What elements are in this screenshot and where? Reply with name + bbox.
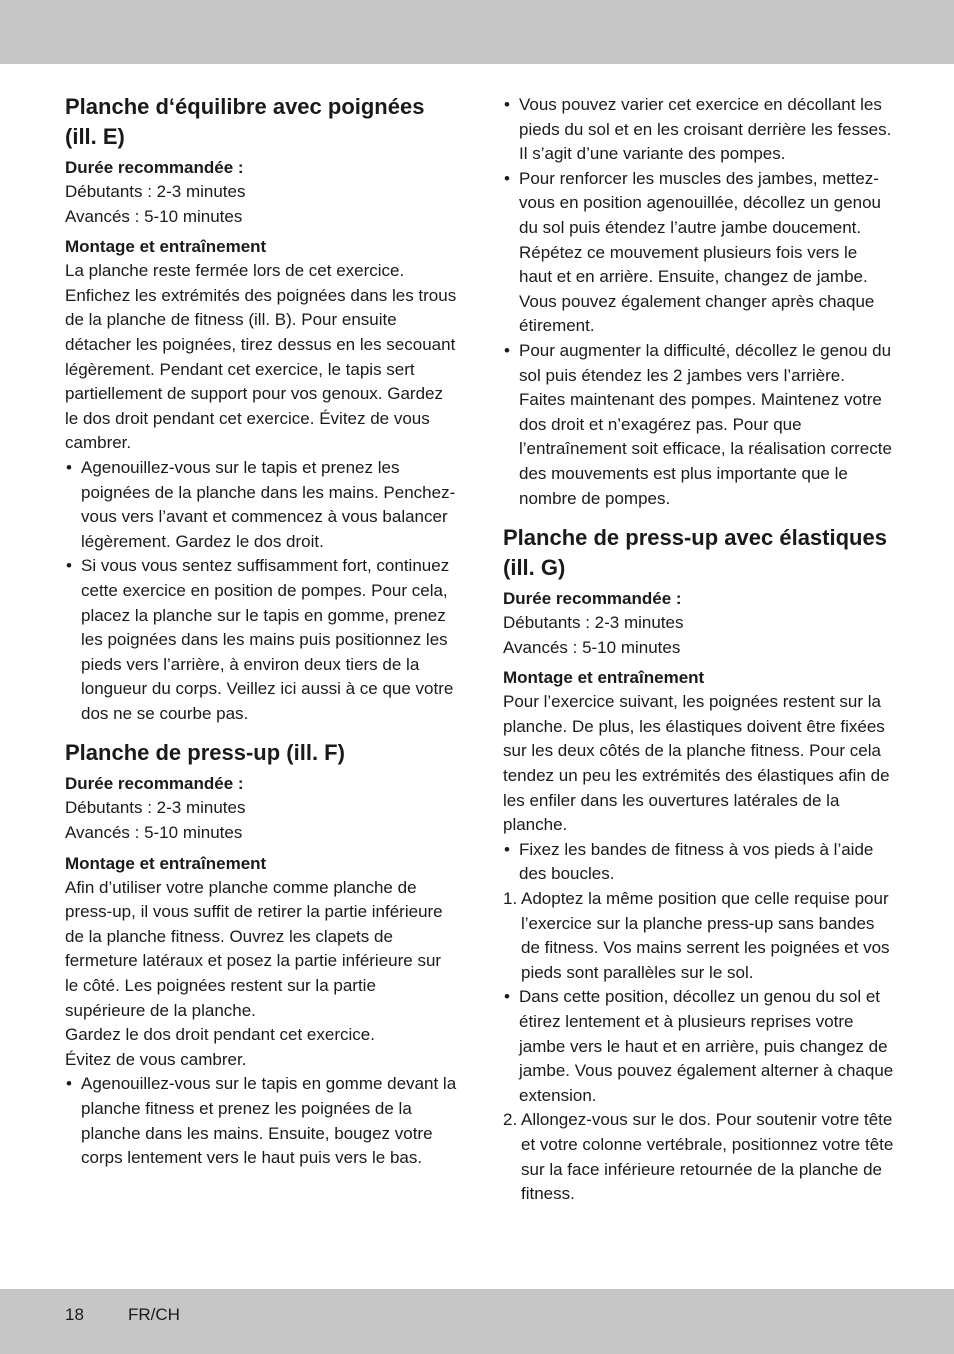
section-planche-press-up — [65, 738, 457, 1170]
assembly-label: Montage et entraînement — [65, 853, 267, 873]
assembly-note: Gardez le dos droit pendant cet exercice. — [65, 1025, 375, 1045]
assembly-text: La planche reste fermée lors de cet exercice. Enfichez les extrémités des poignées dans les trous de la planche de fitness (ill. B). Pour ensuite détacher les poignées, tirez dessus en les secouant légèrement. Pendant cet exercice, le tapis sert partiellement de support pour vos genoux. Gardez le dos droit pendant cet exercice. Évitez de vous cambrer. — [65, 261, 457, 453]
list-item: • Pour augmenter la difficulté, décollez le genou du sol puis étendez les 2 jambes vers l’arrière. Faites maintenant des pompes. Maintenez votre dos droit et n’exagérez pas. Pour que l’entraînement soit efficace, la réalisation correcte des mouvements est plus importante que le nombre de pompes. — [503, 339, 895, 511]
section-planche-elastiques — [503, 523, 895, 1207]
list-item: • Fixez les bandes de fitness à vos pieds à l’aide des boucles. — [503, 838, 895, 887]
duration-label: Durée recommandée : — [503, 589, 682, 609]
section-title: Planche d‘équilibre avec poignées (ill. E) — [65, 94, 425, 149]
instruction-list — [65, 1072, 457, 1170]
section-title: Planche de press-up (ill. F) — [65, 740, 345, 766]
right-column — [503, 93, 895, 1207]
duration-label: Durée recommandée : — [65, 774, 244, 794]
section-title: Planche de press-up avec élastiques (ill. G) — [503, 525, 887, 581]
instruction-list — [503, 838, 895, 1207]
numbered-item — [503, 887, 895, 985]
assembly-label: Montage et entraînement — [503, 668, 705, 688]
list-item: • Vous pouvez varier cet exercice en décollant les pieds du sol et en les croisant derrière les fesses. Il s’agit d’une variante des pompes. — [503, 93, 895, 167]
duration-beginners: Débutants : 2-3 minutes — [65, 798, 246, 818]
duration-advanced: Avancés : 5-10 minutes — [503, 637, 681, 657]
list-item: • Pour renforcer les muscles des jambes, mettez-vous en position agenouillée, décollez un genou du sol puis étendez l’autre jambe doucement. Répétez ce mouvement plusieurs fois vers le haut et en arrière. Ensuite, changez de jambe. Vous pouvez également changer après chaque étirement. — [503, 167, 895, 339]
duration-beginners: Débutants : 2-3 minutes — [65, 182, 246, 201]
duration-beginners: Débutants : 2-3 minutes — [503, 613, 684, 633]
list-item: • Si vous vous sentez suffisamment fort, continuez cette exercice en position de pompes. Pour cela, placez la planche sur le tapis en gomme, prenez les poignées dans les mains puis positionnez les pieds vers l’arrière, à environ deux tiers de la longueur du corps. Veillez ici aussi à ce que votre dos ne se courbe pas. — [65, 554, 457, 726]
instruction-list — [65, 456, 457, 727]
duration-label: Durée recommandée : — [65, 158, 244, 177]
item-text: Allongez-vous sur le dos. Pour soutenir votre tête et votre colonne vertébrale, positionnez votre tête sur la face inférieure retournée de la planche de fitness. — [521, 1110, 894, 1204]
item-text: Adoptez la même position que celle requise pour l’exercice sur la planche press-up sans bandes de fitness. Vos mains serrent les poignées et vos pieds sont parallèles sur le sol. — [521, 889, 890, 982]
assembly-note: Évitez de vous cambrer. — [65, 1049, 247, 1069]
page-number: 18 — [65, 1305, 84, 1324]
item-number: 2. — [503, 1110, 518, 1130]
numbered-item — [503, 1108, 895, 1206]
duration-advanced: Avancés : 5-10 minutes — [65, 206, 243, 226]
language-code: FR/CH — [128, 1305, 180, 1324]
left-column — [65, 92, 457, 1171]
list-item: • Agenouillez-vous sur le tapis et prenez les poignées de la planche dans les mains. Penchez-vous vers l’avant et commencez à vous balancer légèrement. Gardez le dos droit. — [65, 456, 457, 554]
duration-advanced: Avancés : 5-10 minutes — [65, 823, 243, 843]
list-item: • Agenouillez-vous sur le tapis en gomme devant la planche fitness et prenez les poignées de la planche dans les mains. Ensuite, bougez votre corps lentement vers le haut puis vers le bas. — [65, 1072, 457, 1170]
section-planche-equilibre — [65, 92, 457, 726]
instruction-list — [503, 93, 895, 511]
assembly-text: Pour l’exercice suivant, les poignées restent sur la planche. De plus, les élastiques doivent être fixées sur les deux côtés de la planche fitness. Pour cela tendez un peu les extrémités des élastiques afin de les enfiler dans les ouvertures latérales de la planche. — [503, 692, 890, 835]
assembly-text: Afin d’utiliser votre planche comme planche de press-up, il vous suffit de retirer la partie inférieure de la planche fitness. Ouvrez les clapets de fermeture latéraux et posez la partie inférieure sur le côté. Les poignées restent sur la partie supérieure de la planche. — [65, 877, 443, 1020]
list-item: • Dans cette position, décollez un genou du sol et étirez lentement et à plusieurs reprises votre jambe vers le haut et en arrière, puis changez de jambe. Vous pouvez également alterner à chaque extension. — [503, 985, 895, 1108]
item-number: 1. — [503, 889, 518, 909]
header-band — [0, 0, 954, 64]
assembly-label: Montage et entraînement — [65, 237, 267, 257]
